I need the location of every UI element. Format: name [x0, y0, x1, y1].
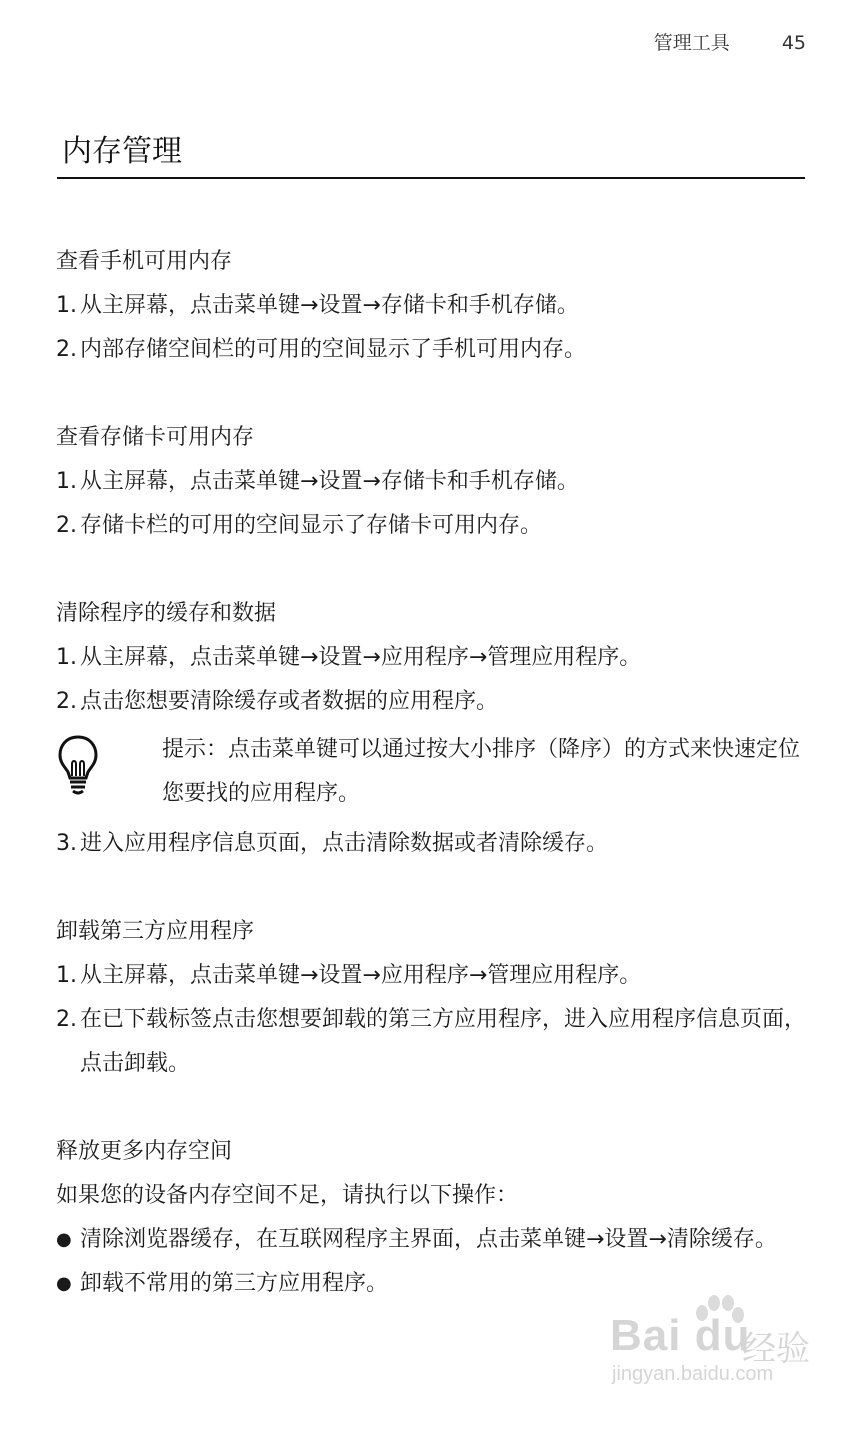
step — [56, 460, 806, 504]
step — [56, 636, 806, 680]
step — [56, 680, 806, 724]
section-heading: 卸载第三方应用程序 — [56, 919, 255, 944]
step-number: 2. — [56, 513, 77, 538]
title-divider — [57, 177, 805, 179]
step — [56, 504, 806, 548]
section-heading: 释放更多内存空间 — [56, 1139, 233, 1164]
step — [56, 954, 806, 998]
step-text: 从主屏幕，点击菜单键→设置→应用程序→管理应用程序。 — [80, 645, 642, 670]
baidu-watermark — [610, 1305, 810, 1395]
step — [56, 284, 806, 328]
step-text: 从主屏幕，点击菜单键→设置→存储卡和手机存储。 — [80, 469, 579, 494]
step-text: 存储卡栏的可用的空间显示了存储卡可用内存。 — [80, 513, 543, 538]
lightbulb-icon — [56, 728, 162, 816]
bullet-dot-icon: ● — [56, 1229, 72, 1250]
section-clear-cache — [56, 592, 806, 866]
step — [56, 328, 806, 372]
bullet-dot-icon: ● — [56, 1273, 72, 1294]
step-number: 2. — [56, 337, 77, 362]
section-heading: 查看手机可用内存 — [56, 249, 233, 274]
step — [56, 822, 806, 866]
step — [56, 998, 806, 1086]
step-number: 2. — [56, 689, 77, 714]
section-heading: 查看存储卡可用内存 — [56, 425, 255, 450]
watermark-brand: Bai du — [610, 1311, 751, 1360]
step-text: 点击您想要清除缓存或者数据的应用程序。 — [80, 689, 499, 714]
content — [56, 240, 806, 1350]
tip-text: 提示：点击菜单键可以通过按大小排序（降序）的方式来快速定位您要找的应用程序。 — [162, 737, 801, 806]
section-free-memory — [56, 1130, 806, 1306]
step-number: 1. — [56, 469, 77, 494]
step-number: 3. — [56, 831, 77, 856]
section-sdcard-memory — [56, 416, 806, 548]
step-text: 从主屏幕，点击菜单键→设置→应用程序→管理应用程序。 — [80, 963, 642, 988]
step-number: 1. — [56, 293, 77, 318]
step-number: 1. — [56, 645, 77, 670]
bullet-item — [56, 1218, 806, 1262]
page-number: 45 — [781, 32, 806, 54]
watermark-url: jingyan.baidu.com — [612, 1363, 774, 1385]
bullet-text: 卸载不常用的第三方应用程序。 — [80, 1271, 389, 1296]
section-uninstall — [56, 910, 806, 1086]
step-number: 1. — [56, 963, 77, 988]
section-phone-memory — [56, 240, 806, 372]
step-number: 2. — [56, 1007, 77, 1032]
step-text: 进入应用程序信息页面，点击清除数据或者清除缓存。 — [80, 831, 609, 856]
page-title: 内存管理 — [62, 134, 182, 169]
page-header — [654, 28, 806, 55]
section-heading: 清除程序的缓存和数据 — [56, 601, 277, 626]
step-text: 在已下载标签点击您想要卸载的第三方应用程序，进入应用程序信息页面，点击卸载。 — [80, 1007, 807, 1076]
header-section-name: 管理工具 — [653, 32, 730, 54]
intro-text: 如果您的设备内存空间不足，请执行以下操作： — [56, 1183, 519, 1208]
tip-box — [56, 728, 806, 816]
step-text: 内部存储空间栏的可用的空间显示了手机可用内存。 — [80, 337, 587, 362]
bullet-text: 清除浏览器缓存，在互联网程序主界面，点击菜单键→设置→清除缓存。 — [80, 1227, 777, 1252]
watermark-cn: 经验 — [742, 1329, 810, 1369]
step-text: 从主屏幕，点击菜单键→设置→存储卡和手机存储。 — [80, 293, 579, 318]
